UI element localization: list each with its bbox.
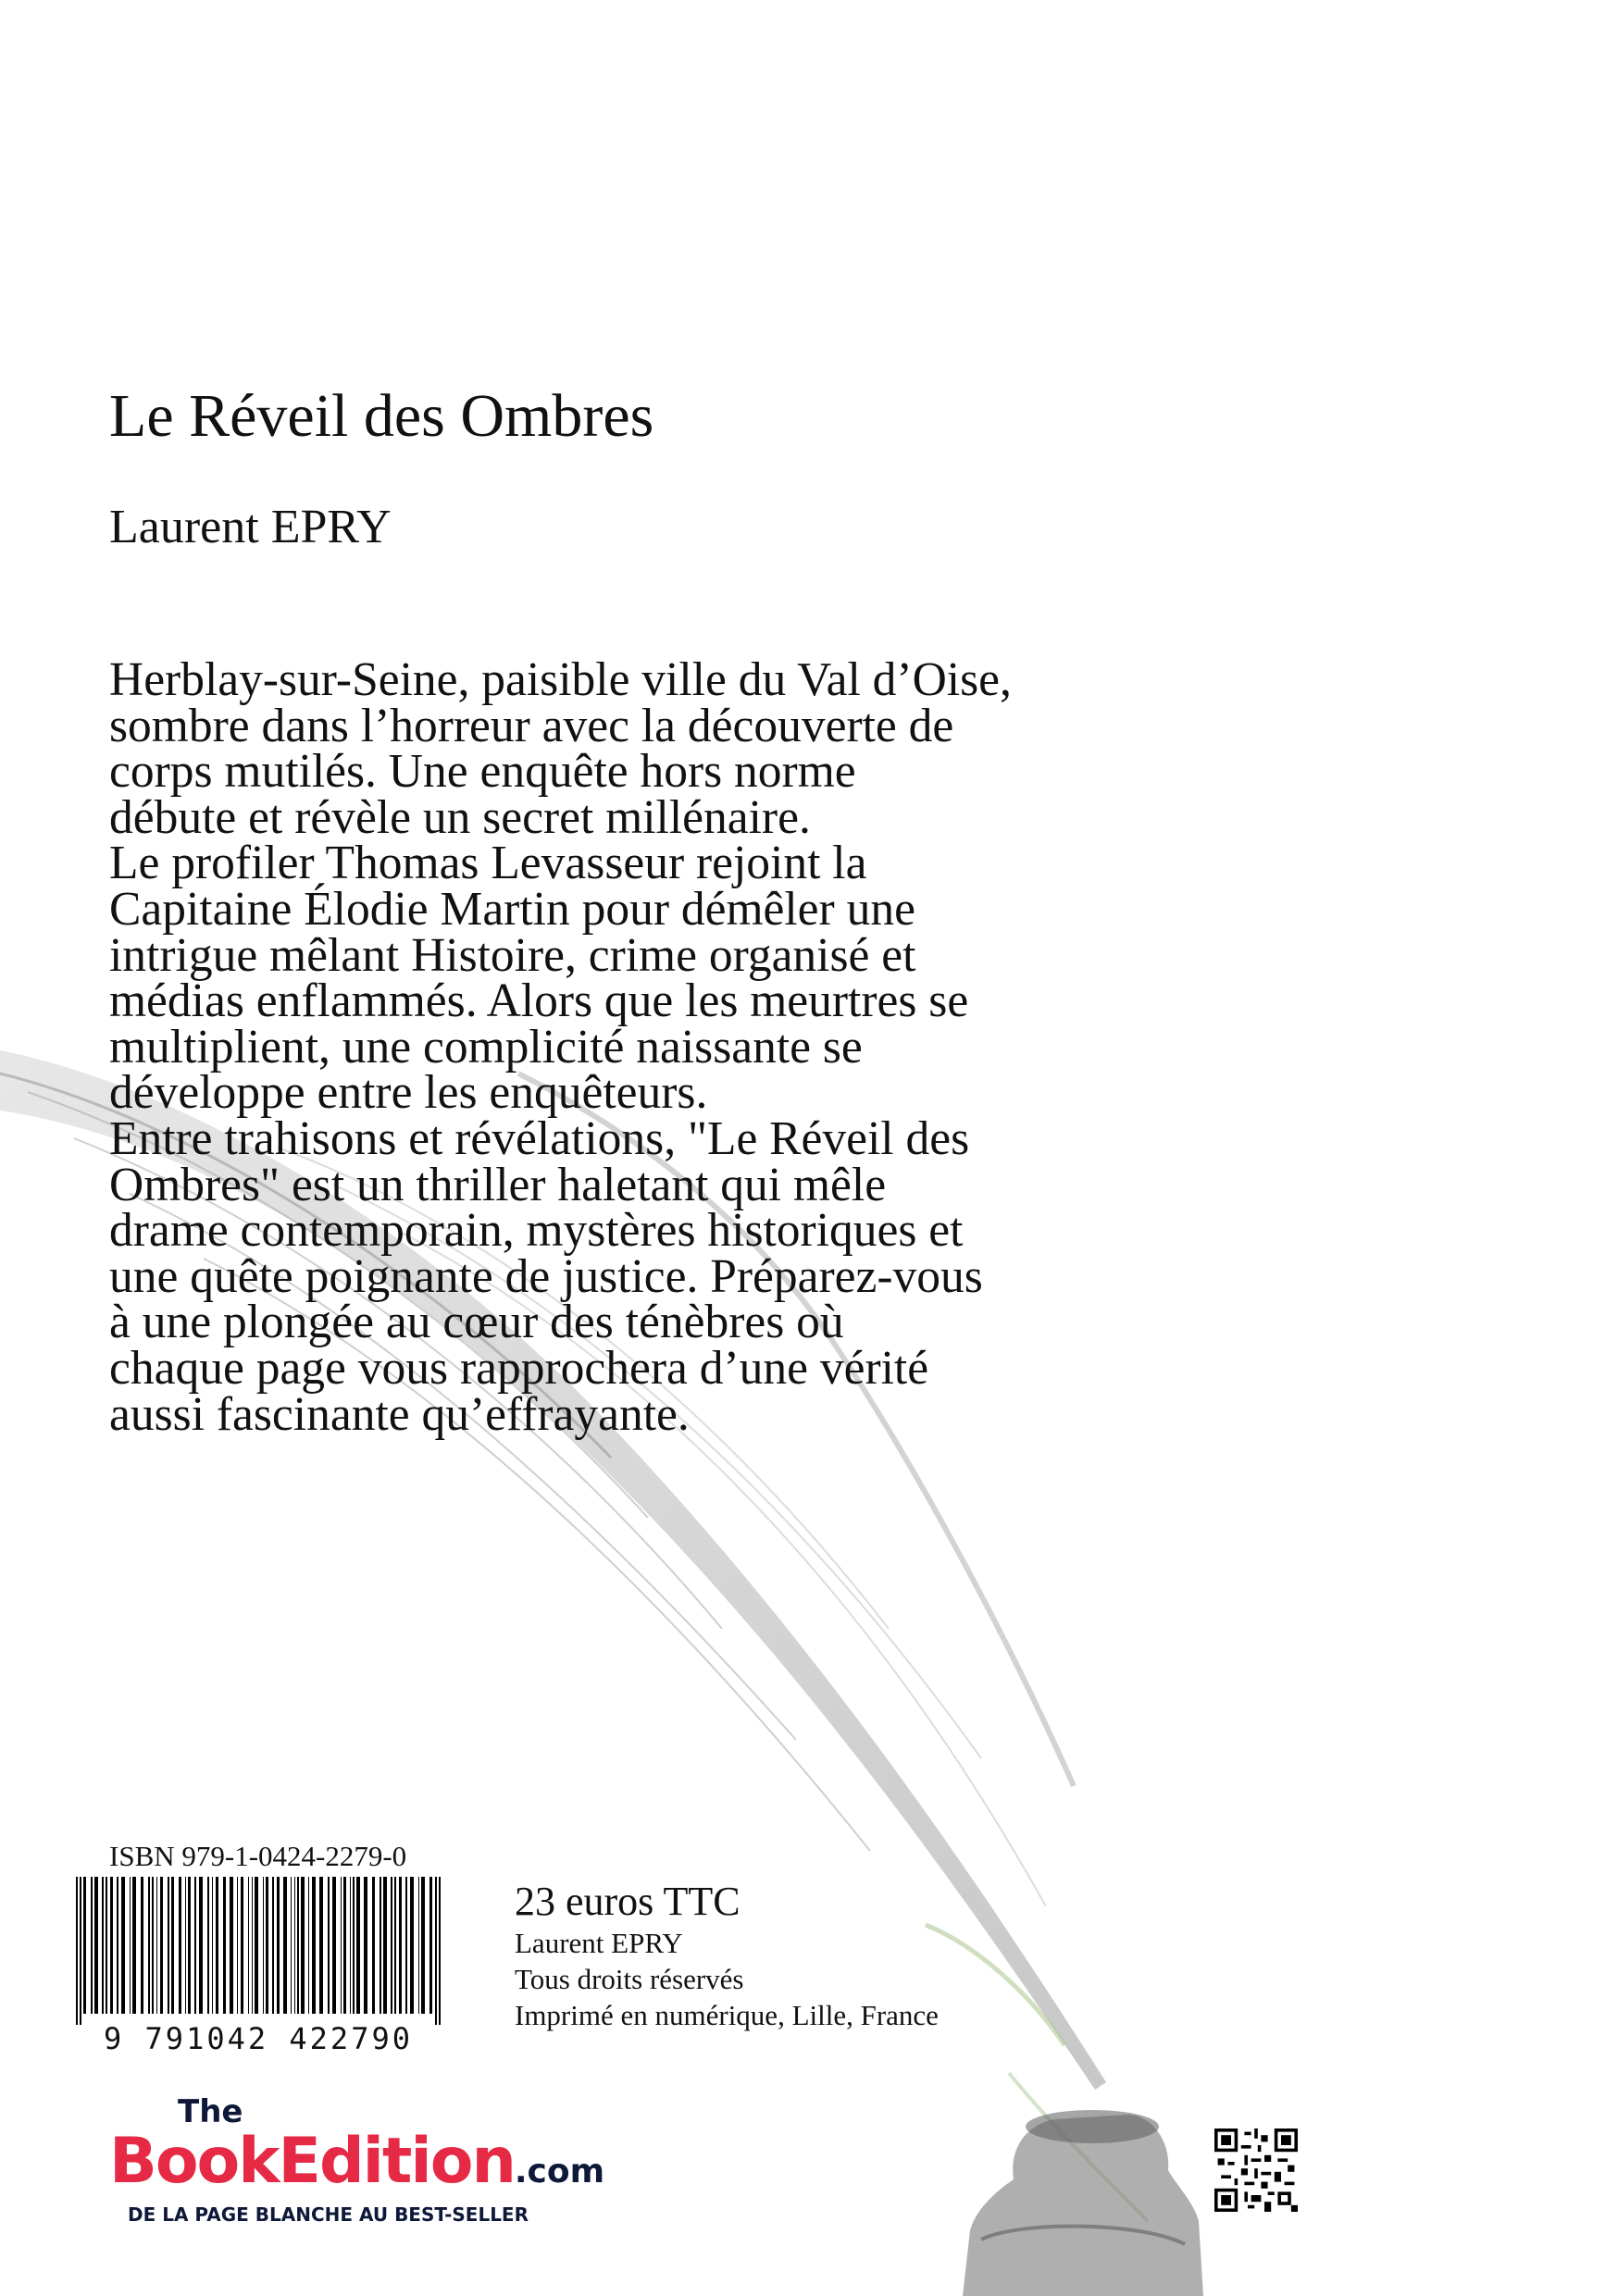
barcode-bar [277,1877,280,2014]
barcode-bar [148,1877,150,2014]
barcode-bar [383,1877,387,2014]
barcode-bar [168,1877,169,2014]
barcode-bar [102,1877,104,2014]
blurb-line: développe entre les enquêteurs. [109,1066,708,1120]
barcode-bar [199,1877,203,2014]
barcode-bar [405,1877,407,2014]
barcode-bar [91,1877,93,2014]
printing-notice: Imprimé en numérique, Lille, France [515,1999,939,2031]
barcode-bar [94,1877,98,2014]
barcode-bar [171,1877,174,2014]
barcode-bar [160,1877,163,2014]
barcode-bar [76,1877,78,2025]
barcode-bar [435,1877,437,2025]
barcode-bar [185,1877,186,2014]
blurb-line: médias enflammés. Alors que les meurtres se [109,974,969,1028]
barcode-bar [294,1877,295,2014]
barcode-bar [152,1877,154,2014]
book-author: Laurent EPRY [109,501,392,553]
barcode-bar [308,1877,309,2014]
barcode-bar [83,1877,86,2014]
barcode-bar [255,1877,258,2014]
barcode-bar [230,1877,233,2014]
barcode-bar [223,1877,226,2014]
rights-notice: Tous droits réservés [515,1963,744,1995]
blurb-line: une quête poignante de justice. Préparez-vous [109,1249,983,1303]
blurb-line: multiplient, une complicité naissante se [109,1020,863,1074]
blurb-line: débute et révèle un secret millénaire. [109,790,811,844]
barcode-bar [216,1877,218,2014]
barcode-bar [312,1877,316,2014]
barcode-bar [266,1877,268,2014]
publisher-logo [109,2093,665,2247]
barcode-bar [399,1877,402,2014]
logo-domain: .com [514,2153,605,2191]
price: 23 euros TTC [515,1879,741,1924]
barcode-bar [156,1877,157,2014]
blurb-line: Entre trahisons et révélations, "Le Réveil des [109,1111,970,1165]
copyright-author: Laurent EPRY [515,1927,683,1959]
barcode-bar [121,1877,125,2014]
barcode-bar [248,1877,249,2014]
barcode-bar [364,1877,367,2014]
barcode-bar [80,1877,81,2025]
logo-tagline: DE LA PAGE BLANCHE AU BEST-SELLER [128,2203,529,2226]
barcode-bar [356,1877,360,2014]
barcode-bar [380,1877,381,2014]
barcode-bar [421,1877,425,2014]
blurb-line: corps mutilés. Une enquête hors norme [109,745,856,799]
barcode-bar [410,1877,414,2014]
barcode-bar [418,1877,419,2014]
blurb-line: aussi fascinante qu’effrayante. [109,1387,690,1441]
barcode-digits: 9 791042 422790 [104,2021,413,2053]
barcode-bar [188,1877,191,2014]
barcode-bar [106,1877,107,2014]
barcode-bar [117,1877,118,2014]
barcode-bar [291,1877,292,2014]
blurb-line: intrigue mêlant Histoire, crime organisé et [109,928,916,982]
blurb-line: Herblay-sur-Seine, paisible ville du Val d’Oise, [109,653,1012,706]
barcode-bar [283,1877,287,2014]
logo-name: BookEdition [109,2125,515,2198]
barcode-bar [194,1877,196,2014]
barcode-bar [319,1877,323,2014]
barcode-bar [429,1877,432,2014]
blurb-line: drame contemporain, mystères historiques et [109,1204,964,1258]
barcode-bar [297,1877,299,2014]
blurb-line: Ombres" est un thriller haletant qui mêle [109,1158,887,1211]
barcode-bar [391,1877,392,2014]
barcode-bar [207,1877,209,2014]
barcode-bar [341,1877,342,2014]
isbn-label: ISBN 979-1-0424-2279-0 [109,1840,407,1872]
blurb-line: Le profiler Thomas Levasseur rejoint la [109,837,867,890]
logo-wordmark [109,2125,604,2209]
barcode-bar [130,1877,131,2014]
barcode-bar [332,1877,336,2014]
barcode-bar [179,1877,181,2014]
logo-the: The [178,2093,243,2130]
price-block [515,1879,939,2033]
blurb-line: chaque page vous rapprochera d’une vérité [109,1341,929,1395]
barcode-bar [272,1877,274,2014]
barcode-bar [252,1877,253,2014]
book-title: Le Réveil des Ombres [109,382,654,450]
blurb-line: Capitaine Élodie Martin pour démêler une [109,882,915,936]
isbn-barcode [61,1877,455,2053]
qr-code-icon [1214,2128,1298,2212]
barcode-bar [394,1877,396,2014]
barcode-bar [237,1877,238,2014]
barcode-bar [241,1877,243,2014]
barcode-bar [372,1877,375,2014]
barcode-bar [212,1877,213,2014]
barcode-bar [350,1877,351,2014]
back-cover-blurb [109,653,1257,1441]
barcode-bar [132,1877,136,2014]
barcode-bar [110,1877,113,2014]
blurb-line: sombre dans l’horreur avec la découverte de [109,699,954,752]
barcode-bar [141,1877,143,2014]
barcode-bar [301,1877,305,2014]
blurb-line: à une plongée au cœur des ténèbres où [109,1296,844,1349]
barcode-bar [343,1877,346,2014]
barcode-bar [263,1877,264,2014]
barcode-bar [439,1877,441,2025]
barcode-bar [328,1877,330,2014]
barcode-bar [353,1877,355,2014]
